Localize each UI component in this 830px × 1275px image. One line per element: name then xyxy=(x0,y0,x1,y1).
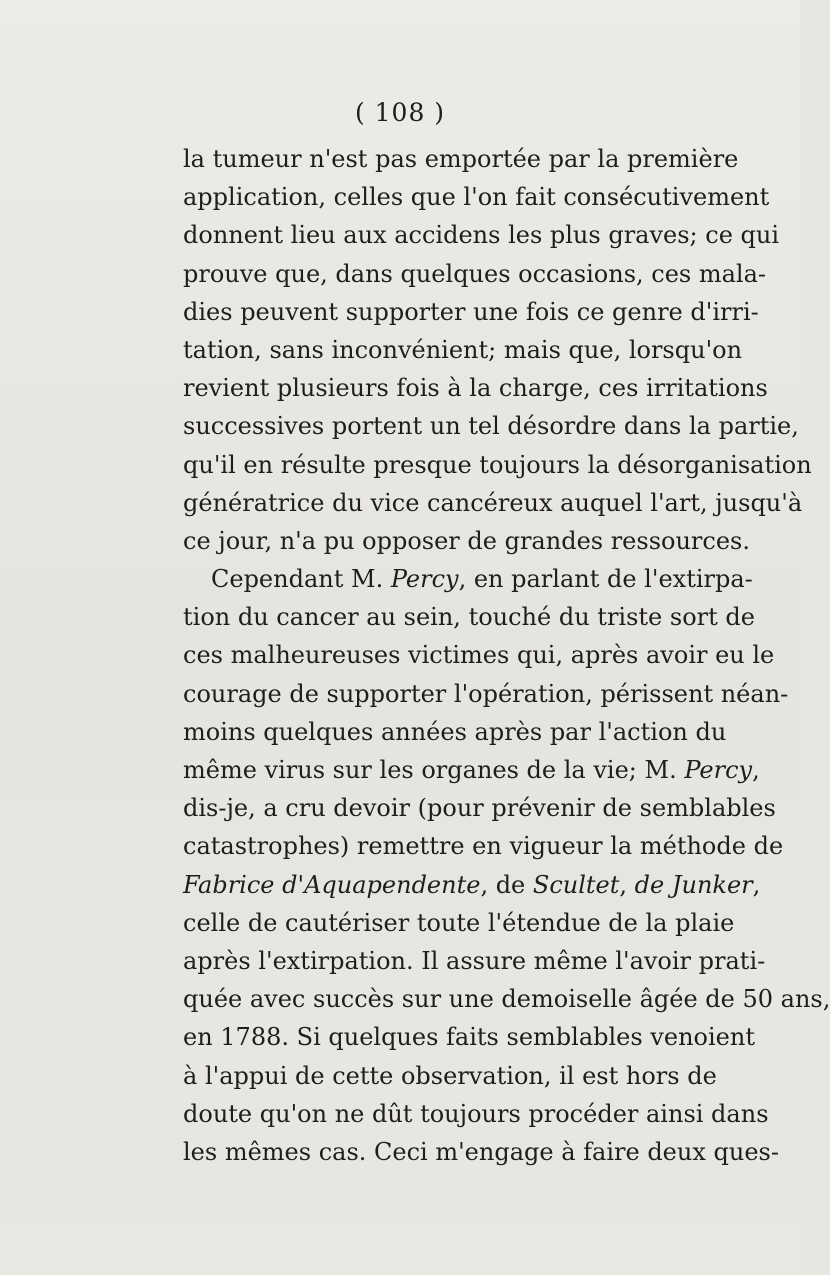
text-line: tation, sans inconvénient; mais que, lorsqu'on xyxy=(183,335,743,364)
text-line: celle de cautériser toute l'étendue de la plaie xyxy=(183,908,735,937)
text-line: doute qu'on ne dût toujours procéder ainsi dans xyxy=(183,1099,769,1128)
text-line: les mêmes cas. Ceci m'engage à faire deux ques- xyxy=(183,1137,779,1166)
text-line: moins quelques années après par l'action du xyxy=(183,717,727,746)
text-line: après l'extirpation. Il assure même l'avoir prati- xyxy=(183,946,766,975)
text-line: revient plusieurs fois à la charge, ces irritations xyxy=(183,374,768,403)
text-line: à l'appui de cette observation, il est hors de xyxy=(183,1061,717,1090)
text-line: Cependant M. Percy, en parlant de l'extirpa- xyxy=(211,565,753,594)
text-line: donnent lieu aux accidens les plus graves; ce qui xyxy=(183,221,780,250)
text-line: catastrophes) remettre en vigueur la méthode de xyxy=(183,832,784,861)
text-line: application, celles que l'on fait consécutivement xyxy=(183,183,770,212)
text-line: quée avec succès sur une demoiselle âgée de 50 ans, xyxy=(183,985,830,1014)
text-line: Fabrice d'Aquapendente, de Scultet, de Junker, xyxy=(183,870,761,899)
text-line: la tumeur n'est pas emportée par la première xyxy=(183,145,739,173)
page-number: ( 108 ) xyxy=(354,98,446,127)
text-line: génératrice du vice cancéreux auquel l'art, jusqu'à xyxy=(183,488,803,517)
text-line: ces malheureuses victimes qui, après avoir eu le xyxy=(183,641,775,670)
text-line: prouve que, dans quelques occasions, ces mala- xyxy=(183,259,767,288)
text-line: dis-je, a cru devoir (pour prévenir de semblables xyxy=(183,794,776,823)
text-line: en 1788. Si quelques faits semblables venoient xyxy=(183,1023,755,1052)
text-line: qu'il en résulte presque toujours la désorganisation xyxy=(183,450,812,479)
text-line: tion du cancer au sein, touché du triste sort de xyxy=(183,603,755,632)
text-line: ce jour, n'a pu opposer de grandes ressources. xyxy=(183,526,750,555)
text-line: dies peuvent supporter une fois ce genre d'irri- xyxy=(183,297,759,326)
body-text xyxy=(183,140,830,1171)
text-line: courage de supporter l'opération, périssent néan- xyxy=(183,679,789,708)
text-line: successives portent un tel désordre dans la partie, xyxy=(183,412,799,441)
text-line: même virus sur les organes de la vie; M. Percy, xyxy=(183,756,760,784)
